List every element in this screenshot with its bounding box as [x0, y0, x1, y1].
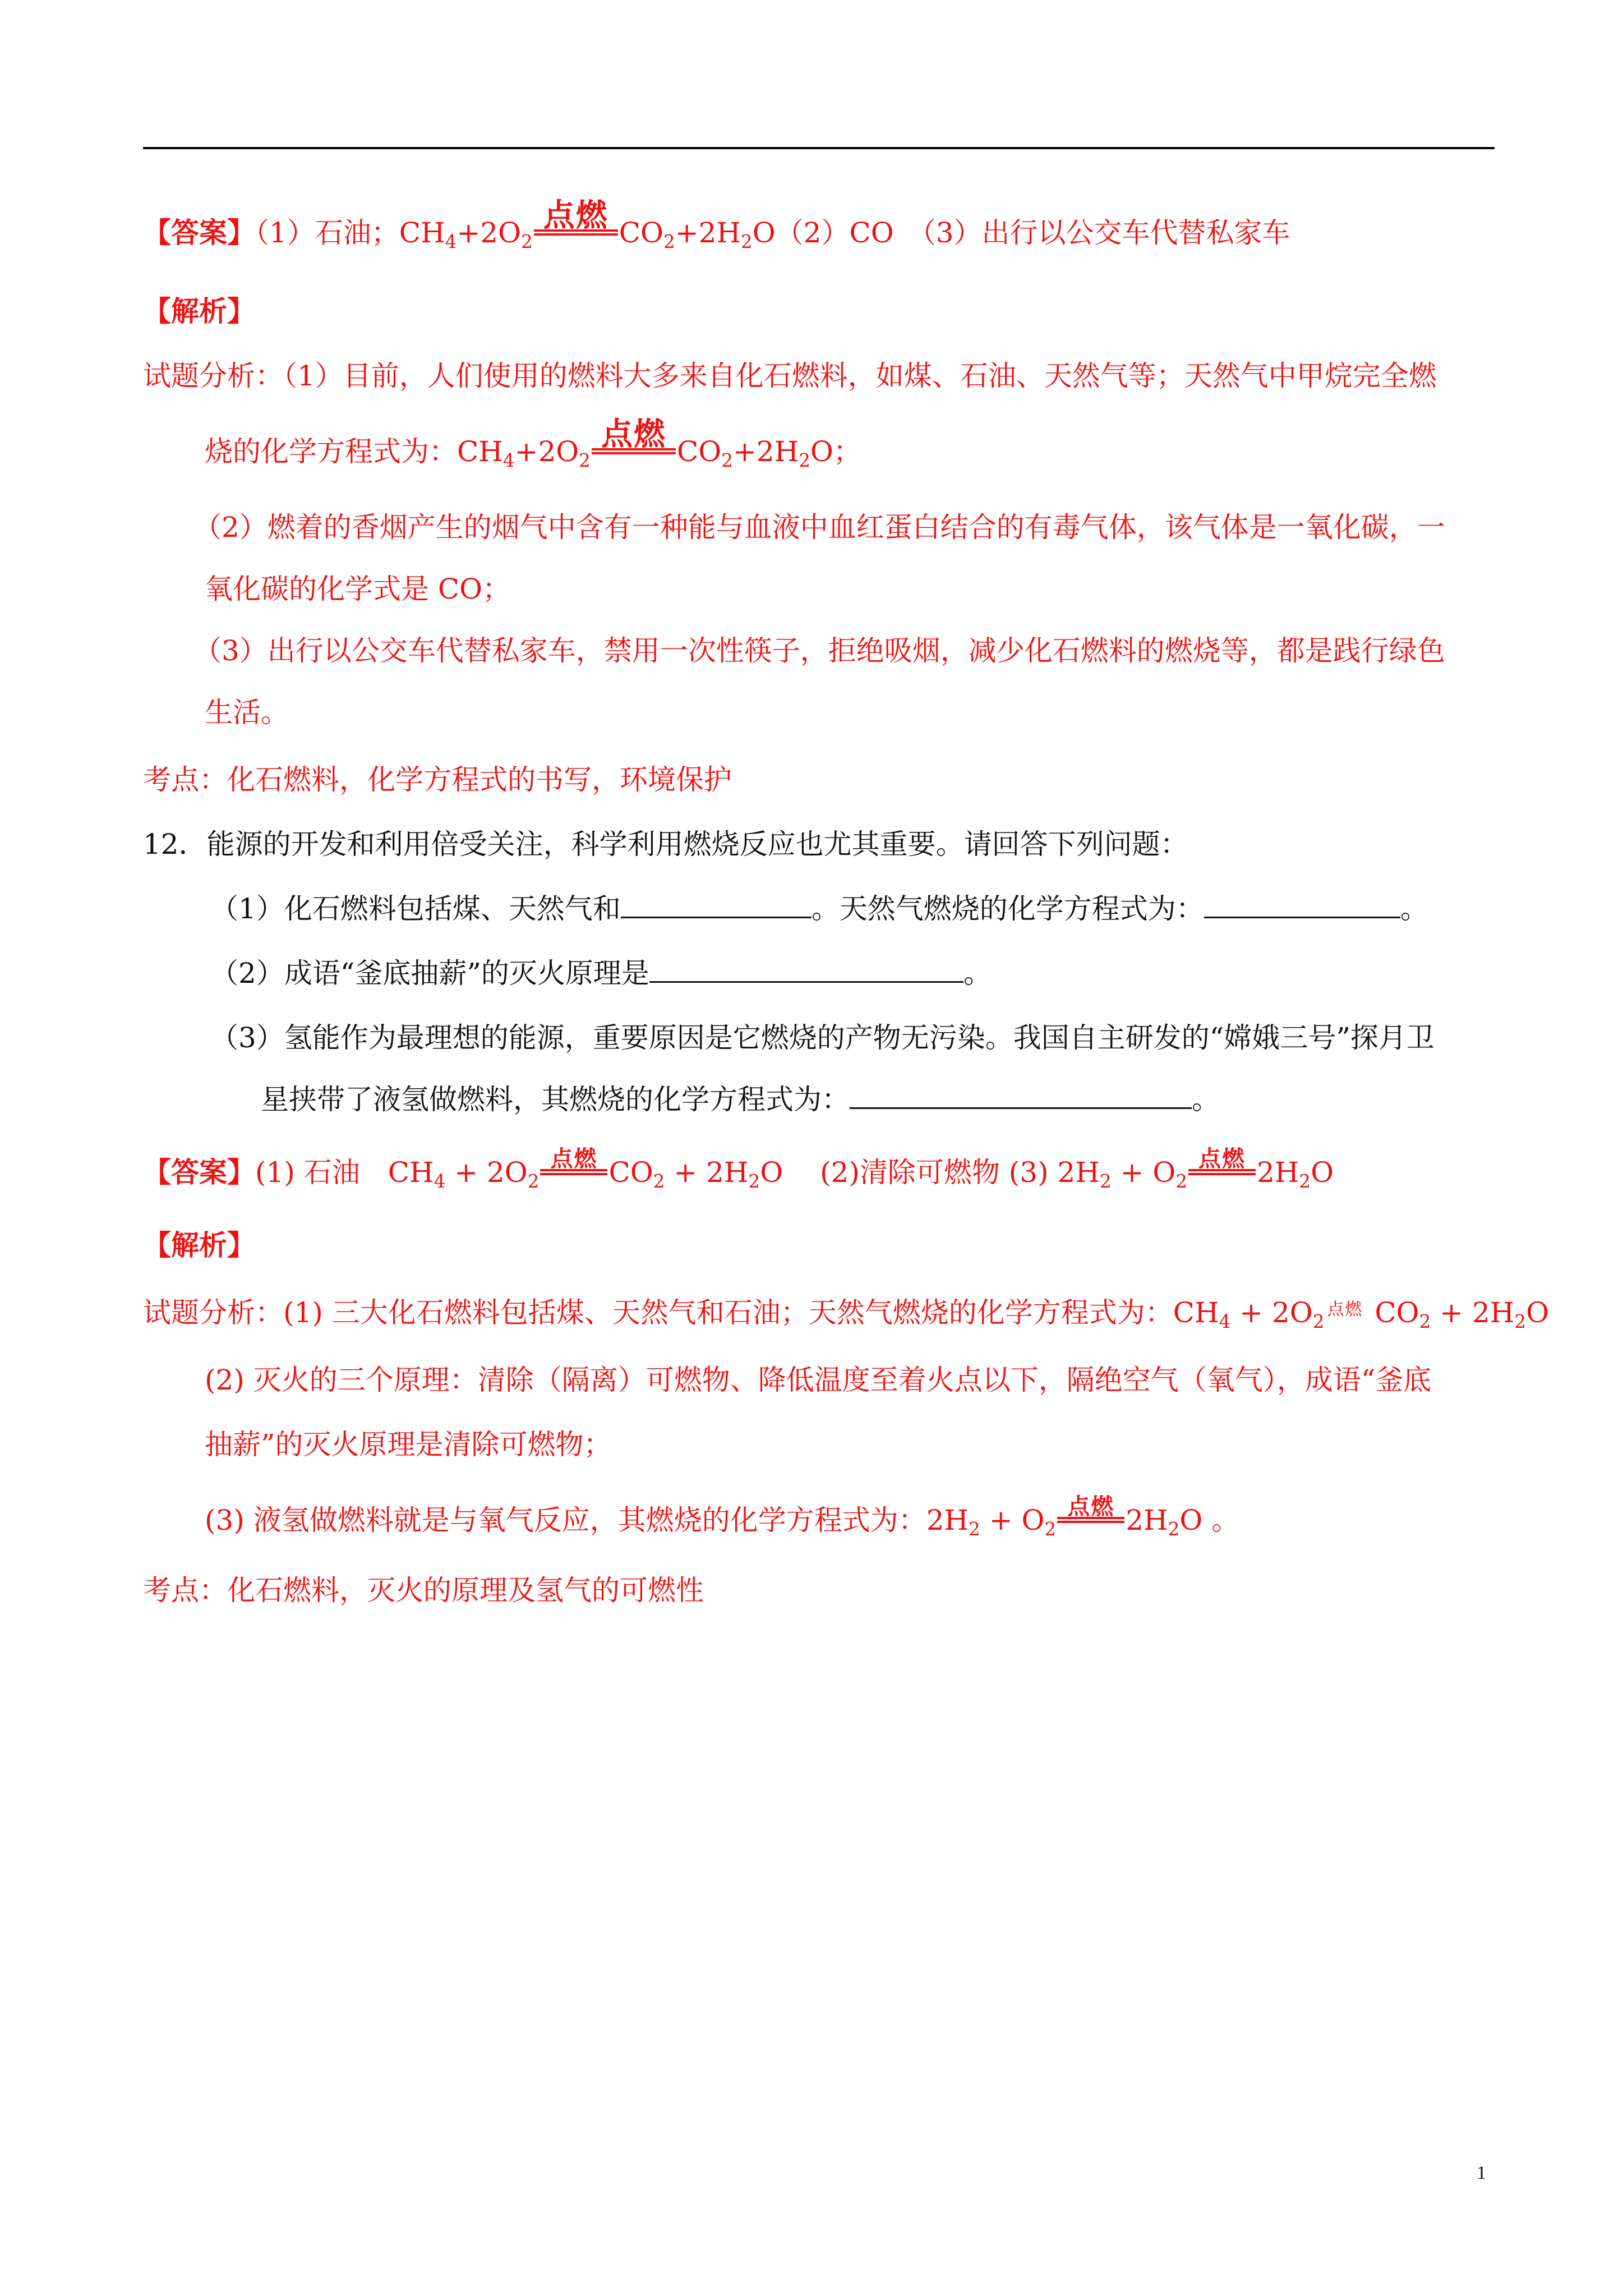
- analysis-line: 抽薪”的灭火原理是清除可燃物；: [205, 1428, 612, 1461]
- question-text: 。: [963, 957, 992, 990]
- analysis-equation-line: [143, 1293, 1549, 1341]
- condition-label: 点燃: [550, 1146, 598, 1172]
- answer-text: CO: [619, 217, 663, 249]
- subscript: 2: [1514, 1310, 1527, 1332]
- subscript: 2: [741, 231, 753, 252]
- analysis-line: （3）出行以公交车代替私家车，禁用一次性筷子，拒绝吸烟，减少化石燃料的燃烧等，都是践行绿色: [193, 634, 1445, 667]
- answer-blank[interactable]: [850, 1103, 1192, 1109]
- analysis-equation-line: [205, 1494, 1240, 1549]
- subscript: 2: [1168, 1518, 1180, 1540]
- question-text: 。天然气燃烧的化学方程式为：: [811, 892, 1204, 925]
- ignition-condition: [592, 416, 676, 461]
- analysis-text: O 。: [1179, 1504, 1240, 1536]
- analysis-text: CO: [1366, 1296, 1419, 1329]
- ignition-condition: [1057, 1494, 1124, 1530]
- sub-question-3: （3）氢能作为最理想的能源，重要原因是它燃烧的产物无污染。我国自主研发的“嫦娥三号”探月卫: [210, 1022, 1435, 1054]
- subscript: 2: [799, 449, 810, 471]
- q12-answer-line: [143, 1146, 1334, 1201]
- q11-answer-line: [143, 197, 1290, 261]
- subscript: 2: [527, 1170, 540, 1192]
- answer-text: CO: [608, 1156, 653, 1189]
- analysis-text: O: [1526, 1296, 1550, 1329]
- answer-text: O (2)清除可燃物 (3) 2H: [760, 1156, 1100, 1189]
- question-stem: 12．能源的开发和利用倍受关注，科学利用燃烧反应也尤其重要。请回答下列问题：: [143, 828, 1188, 861]
- analysis-equation-line: [205, 416, 861, 480]
- page-number: 1: [1477, 2162, 1486, 2183]
- subscript: 4: [1219, 1310, 1231, 1332]
- analysis-label: 【解析】: [143, 1228, 255, 1262]
- analysis-line: 试题分析：（1）目前，人们使用的燃料大多来自化石燃料，如煤、石油、天然气等；天然气中甲烷完全燃: [143, 360, 1437, 392]
- question-text: （1）化石燃料包括煤、天然气和: [210, 892, 621, 925]
- subscript: 2: [521, 231, 533, 252]
- question-text: 。: [1400, 892, 1428, 925]
- subscript: 2: [1312, 1310, 1325, 1332]
- subscript: 2: [579, 449, 591, 471]
- answer-text: (1) 石油 CH: [255, 1156, 434, 1189]
- answer-text: +2O: [457, 217, 522, 249]
- subscript: 2: [1299, 1170, 1311, 1192]
- subscript: 4: [445, 231, 457, 252]
- subscript: 2: [748, 1170, 760, 1192]
- analysis-text: 试题分析：(1) 三大化石燃料包括煤、天然气和石油；天然气燃烧的化学方程式为：CH: [143, 1296, 1219, 1329]
- sub-question-3-cont: [261, 1080, 1220, 1119]
- ignition-condition: [540, 1146, 607, 1182]
- answer-blank[interactable]: [649, 977, 963, 983]
- answer-label: 【答案】: [143, 216, 255, 249]
- ignition-condition: [534, 197, 618, 242]
- answer-blank[interactable]: [1204, 912, 1400, 918]
- analysis-text: +2O: [514, 435, 579, 468]
- answer-text: 2H: [1257, 1156, 1299, 1189]
- analysis-text: + 2O: [1230, 1296, 1313, 1329]
- answer-label: 【答案】: [143, 1156, 255, 1189]
- analysis-line: 生活。: [205, 696, 289, 729]
- answer-text: +2H: [675, 217, 741, 249]
- condition-label: 点燃: [543, 197, 608, 234]
- kaodian: 考点：化石燃料，灭火的原理及氢气的可燃性: [143, 1574, 704, 1607]
- answer-blank[interactable]: [621, 912, 811, 918]
- condition-label: 点燃: [1327, 1300, 1363, 1319]
- subscript: 2: [1175, 1170, 1187, 1192]
- condition-label: 点燃: [1067, 1494, 1115, 1520]
- answer-text: + O: [1111, 1156, 1176, 1189]
- analysis-text: (3) 液氢做燃料就是与氧气反应，其燃烧的化学方程式为：2H: [205, 1504, 969, 1536]
- ignition-condition: [1325, 1300, 1364, 1322]
- analysis-text: +2H: [732, 435, 799, 468]
- kaodian: 考点：化石燃料，化学方程式的书写，环境保护: [143, 763, 732, 796]
- subscript: 4: [434, 1170, 446, 1192]
- condition-label: 点燃: [601, 416, 666, 453]
- answer-text: O（2）CO （3）出行以公交车代替私家车: [752, 217, 1290, 249]
- analysis-text: O；: [810, 435, 861, 468]
- subscript: 2: [653, 1170, 665, 1192]
- answer-text: + 2H: [665, 1156, 749, 1189]
- analysis-text: 烧的化学方程式为：CH: [205, 435, 503, 468]
- subscript: 2: [721, 449, 733, 471]
- answer-text: + 2O: [445, 1156, 528, 1189]
- condition-label: 点燃: [1198, 1146, 1246, 1172]
- sub-question-2: [210, 954, 992, 993]
- header-rule: [143, 147, 1495, 149]
- analysis-text: 2H: [1126, 1504, 1168, 1536]
- ignition-condition: [1188, 1146, 1256, 1182]
- analysis-line: (2) 灭火的三个原理：清除（隔离）可燃物、降低温度至着火点以下，隔绝空气（氧气），成语“釜底: [205, 1364, 1432, 1396]
- analysis-text: CO: [676, 435, 722, 468]
- subscript: 2: [663, 231, 675, 252]
- subscript: 4: [502, 449, 515, 471]
- subscript: 2: [1044, 1518, 1057, 1540]
- sub-question-1: [210, 889, 1428, 928]
- subscript: 2: [1099, 1170, 1112, 1192]
- analysis-text: + O: [980, 1504, 1045, 1536]
- answer-text: O: [1311, 1156, 1334, 1189]
- subscript: 2: [969, 1518, 980, 1540]
- analysis-label: 【解析】: [143, 295, 255, 328]
- analysis-line: （2）燃着的香烟产生的烟气中含有一种能与血液中血红蛋白结合的有毒气体，该气体是一氧化碳，一: [193, 511, 1445, 544]
- analysis-line: 氧化碳的化学式是 CO；: [205, 573, 511, 605]
- subscript: 2: [1419, 1310, 1431, 1332]
- question-text: （2）成语“釜底抽薪”的灭火原理是: [210, 957, 649, 990]
- question-text: 星挟带了液氢做燃料，其燃烧的化学方程式为：: [261, 1083, 850, 1116]
- question-text: 。: [1192, 1083, 1220, 1116]
- analysis-text: + 2H: [1431, 1296, 1515, 1329]
- answer-text: （1）石油；CH: [255, 217, 445, 249]
